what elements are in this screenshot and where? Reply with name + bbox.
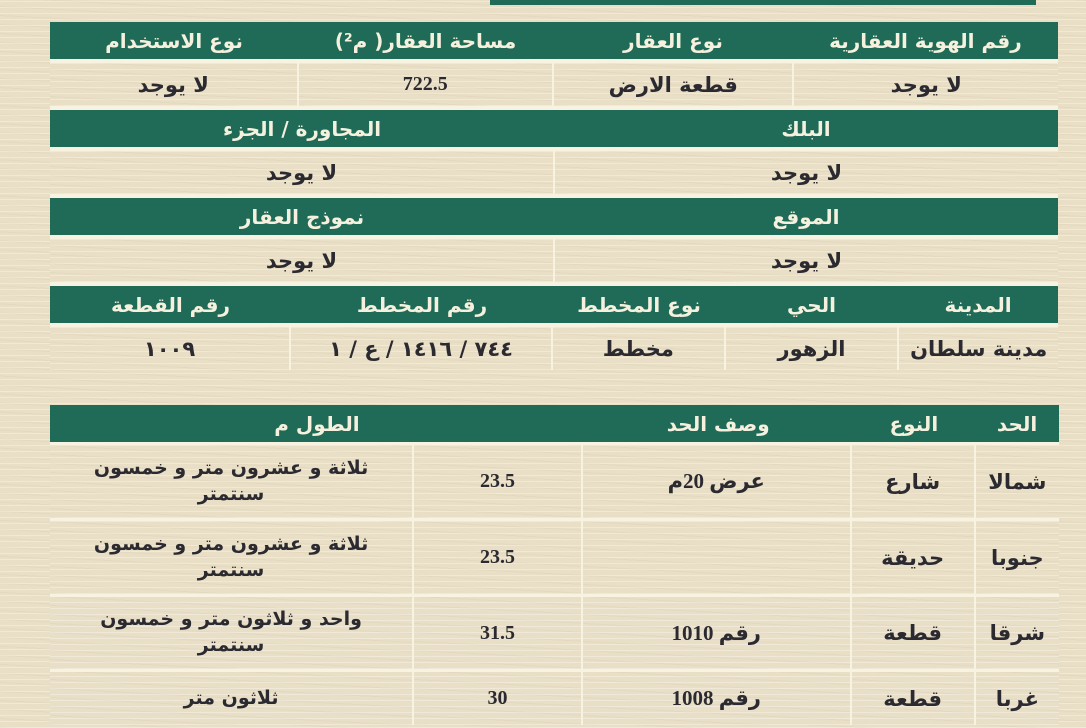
boundary-length-words: ثلاثة و عشرون متر و خمسون سنتمتر — [93, 532, 369, 581]
value-property-area: 722.5 — [299, 63, 553, 106]
header-boundary-desc: وصف الحد — [666, 411, 770, 436]
boundary-length-words: واحد و ثلاثون متر و خمسون سنتمتر — [100, 608, 362, 656]
value-city: مدينة سلطان — [899, 327, 1058, 370]
property-info-table — [50, 22, 1058, 370]
value-district: الزهور — [726, 327, 898, 370]
boundary-length-num: 23.5 — [414, 445, 581, 518]
location-value-row — [50, 239, 1058, 282]
property-id-header-row — [50, 22, 1058, 59]
value-usage-type: لا يوجد — [50, 63, 296, 106]
boundary-side: جنوبا — [976, 521, 1059, 594]
boundary-length-num: 30 — [414, 672, 581, 725]
header-location: الموقع — [772, 204, 840, 229]
city-plan-value-row — [50, 327, 1058, 370]
value-property-type: قطعة الارض — [554, 63, 792, 106]
header-property-model: نموذج العقار — [239, 204, 365, 229]
boundary-row-west — [50, 672, 1059, 725]
value-plot-number: ١٠٠٩ — [50, 327, 289, 370]
boundary-type: قطعة — [852, 672, 974, 725]
boundary-row-east — [50, 597, 1059, 669]
value-block: لا يوجد — [555, 151, 1058, 194]
value-plan-number: ٧٤٤ / ١٤١٦ / ع / ١ — [291, 327, 551, 370]
boundary-desc: عرض 20م — [583, 445, 850, 518]
value-neighboring-part: لا يوجد — [50, 151, 553, 194]
city-plan-header-row — [50, 286, 1058, 323]
boundaries-header-row — [50, 405, 1059, 442]
boundary-length-words: ثلاثة و عشرون متر و خمسون سنتمتر — [93, 456, 369, 505]
property-id-value-row — [50, 63, 1058, 106]
block-value-row — [50, 151, 1058, 194]
boundary-desc — [583, 521, 850, 594]
header-property-area: مساحة العقار( م²) — [334, 28, 517, 53]
boundary-length-num: 23.5 — [414, 521, 581, 594]
boundary-type: قطعة — [852, 597, 974, 669]
header-plan-type: نوع المخطط — [577, 292, 701, 317]
boundary-type: شارع — [852, 445, 974, 518]
header-property-type: نوع العقار — [623, 28, 723, 53]
header-boundary: الحد — [996, 411, 1038, 436]
header-city: المدينة — [944, 292, 1012, 317]
header-neighboring-part: المجاورة / الجزء — [222, 116, 382, 141]
value-property-model: لا يوجد — [50, 239, 553, 282]
header-length-m: الطول م — [274, 411, 360, 436]
cropped-row-remnant-top — [490, 0, 1036, 5]
header-usage-type: نوع الاستخدام — [105, 28, 243, 53]
boundary-side: غربا — [976, 672, 1059, 725]
boundary-length-words: ثلاثون متر — [183, 686, 279, 709]
boundary-desc: رقم 1010 — [583, 597, 850, 669]
boundary-length-num: 31.5 — [414, 597, 581, 669]
boundary-row-south — [50, 521, 1059, 594]
header-plot-number: رقم القطعة — [111, 292, 230, 317]
boundary-length-words-cell — [50, 672, 412, 725]
boundary-side: شرقا — [976, 597, 1059, 669]
value-location: لا يوجد — [555, 239, 1058, 282]
boundary-row-north — [50, 445, 1059, 518]
value-property-id: لا يوجد — [794, 63, 1058, 106]
boundary-length-words-cell — [50, 597, 412, 669]
boundary-length-words-cell — [50, 521, 412, 594]
header-boundary-type: النوع — [889, 411, 939, 436]
block-header-row — [50, 110, 1058, 147]
boundary-side: شمالا — [976, 445, 1059, 518]
boundary-desc: رقم 1008 — [583, 672, 850, 725]
location-header-row — [50, 198, 1058, 235]
boundary-length-words-cell — [50, 445, 412, 518]
header-block: البلك — [781, 116, 831, 141]
header-district: الحي — [787, 292, 837, 317]
boundaries-table — [50, 405, 1059, 725]
header-plan-number: رقم المخطط — [356, 292, 488, 317]
boundary-type: حديقة — [852, 521, 974, 594]
header-property-id: رقم الهوية العقارية — [829, 28, 1022, 53]
value-plan-type: مخطط — [553, 327, 724, 370]
